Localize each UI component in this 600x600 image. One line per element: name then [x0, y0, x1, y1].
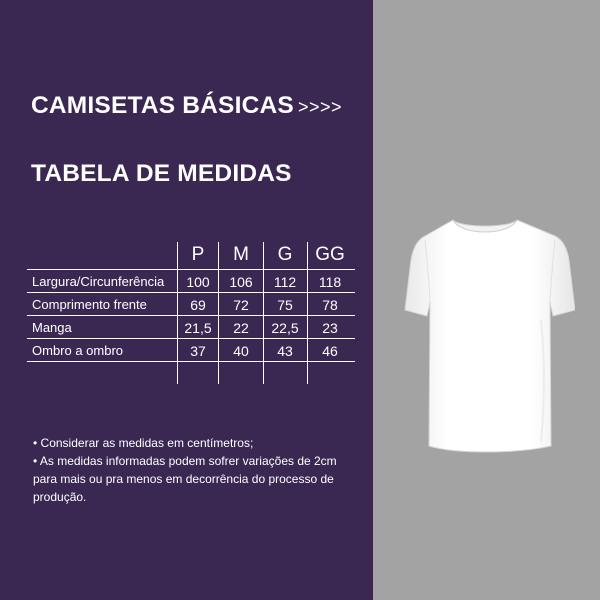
table-divider [218, 242, 219, 384]
size-table [27, 242, 355, 384]
table-cell: 21,5 [184, 320, 212, 336]
table-cell: 100 [186, 274, 210, 290]
note-text: As medidas informadas podem sofrer variações de 2cm para mais ou pra menos em decorrência do processo de produção. [33, 454, 337, 504]
table-cell: 22 [233, 320, 249, 336]
table-title: TABELA DE MEDIDAS [31, 160, 292, 187]
notes [33, 434, 363, 506]
table-cell: 22,5 [271, 320, 299, 336]
table-cell: 75 [277, 297, 293, 313]
table-cell: 46 [322, 343, 338, 359]
row-label: Ombro a ombro [32, 343, 124, 358]
table-cell: 78 [322, 297, 338, 313]
table-cell: 72 [233, 297, 249, 313]
size-header-p: P [191, 244, 205, 265]
table-cell: 37 [190, 343, 206, 359]
size-header-m: M [233, 244, 249, 265]
note-item: • Considerar as medidas em centímetros; [33, 436, 254, 450]
table-divider [263, 242, 264, 384]
t-shirt-image [395, 210, 575, 460]
page-title [31, 92, 342, 120]
table-divider [27, 338, 355, 339]
note-item: • As medidas informadas podem sofrer variações de 2cm para mais ou pra menos em decorrência do processo de produção. [33, 454, 337, 504]
table-cell: 23 [322, 320, 338, 336]
row-label: Manga [32, 320, 72, 335]
table-cell: 69 [190, 297, 206, 313]
table-cell: 106 [229, 274, 253, 290]
table-cell: 40 [233, 343, 249, 359]
table-cell: 112 [273, 274, 297, 290]
table-divider [27, 361, 355, 362]
table-divider [27, 292, 355, 293]
row-label: Comprimento frente [32, 297, 147, 312]
table-divider [27, 315, 355, 316]
table-cell: 118 [318, 274, 342, 290]
row-label: Largura/Circunferência [32, 274, 165, 289]
size-header-g: G [277, 244, 293, 265]
table-divider [27, 269, 355, 270]
title-text: CAMISETAS BÁSICAS [31, 92, 294, 119]
table-cell: 43 [277, 343, 293, 359]
size-header-gg: GG [315, 244, 345, 265]
note-text: Considerar as medidas em centímetros; [40, 436, 254, 450]
title-arrows: >>>> [297, 97, 342, 117]
table-divider [307, 242, 308, 384]
